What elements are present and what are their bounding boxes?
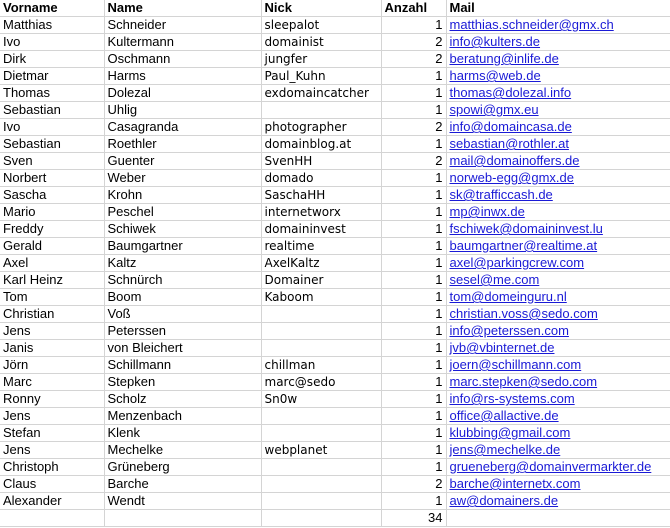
cell-name[interactable]: Wendt (104, 493, 261, 510)
cell-vorname[interactable]: Jens (0, 442, 104, 459)
cell-name[interactable]: Mechelke (104, 442, 261, 459)
cell-anzahl[interactable]: 1 (381, 136, 446, 153)
cell-mail-link[interactable]: harms@web.de (446, 68, 670, 85)
table-row (0, 323, 670, 340)
table-row (0, 408, 670, 425)
table-row (0, 204, 670, 221)
header-name[interactable]: Name (104, 0, 261, 17)
cell-nick[interactable] (261, 493, 381, 510)
cell-vorname[interactable]: Janis (0, 340, 104, 357)
cell-name[interactable]: Stepken (104, 374, 261, 391)
cell-anzahl[interactable]: 1 (381, 68, 446, 85)
cell-nick[interactable]: domainist (261, 34, 381, 51)
cell-anzahl[interactable]: 1 (381, 323, 446, 340)
cell-name[interactable]: Schneider (104, 17, 261, 34)
cell-name[interactable]: Barche (104, 476, 261, 493)
cell-name[interactable]: Schillmann (104, 357, 261, 374)
cell-nick[interactable]: AxelKaltz (261, 255, 381, 272)
cell-name[interactable]: Grüneberg (104, 459, 261, 476)
cell-anzahl[interactable]: 1 (381, 340, 446, 357)
table-row (0, 306, 670, 323)
cell-mail-link[interactable]: joern@schillmann.com (446, 357, 670, 374)
cell-anzahl[interactable]: 1 (381, 493, 446, 510)
cell-vorname[interactable]: Stefan (0, 425, 104, 442)
cell-nick[interactable] (261, 408, 381, 425)
cell-name[interactable]: Peschel (104, 204, 261, 221)
cell-vorname[interactable]: Alexander (0, 493, 104, 510)
cell-nick[interactable]: domado (261, 170, 381, 187)
table-row (0, 459, 670, 476)
cell-nick[interactable]: internetworx (261, 204, 381, 221)
table-row (0, 255, 670, 272)
cell-vorname[interactable]: Christian (0, 306, 104, 323)
cell-nick[interactable] (261, 476, 381, 493)
cell-anzahl[interactable]: 1 (381, 221, 446, 238)
total-cell-empty[interactable] (0, 510, 104, 527)
cell-mail-link[interactable]: grueneberg@domainvermarkter.de (446, 459, 670, 476)
cell-anzahl[interactable]: 1 (381, 170, 446, 187)
cell-name[interactable]: Boom (104, 289, 261, 306)
cell-anzahl[interactable]: 1 (381, 442, 446, 459)
cell-name[interactable]: Weber (104, 170, 261, 187)
cell-nick[interactable]: photographer (261, 119, 381, 136)
table-row (0, 272, 670, 289)
table-row (0, 289, 670, 306)
table-row (0, 374, 670, 391)
cell-anzahl[interactable]: 2 (381, 476, 446, 493)
cell-anzahl[interactable]: 1 (381, 187, 446, 204)
cell-mail-link[interactable]: thomas@dolezal.info (446, 85, 670, 102)
cell-nick[interactable] (261, 459, 381, 476)
table-row (0, 51, 670, 68)
cell-mail-link[interactable]: info@peterssen.com (446, 323, 670, 340)
cell-nick[interactable]: SaschaHH (261, 187, 381, 204)
cell-vorname[interactable]: Sebastian (0, 136, 104, 153)
cell-anzahl[interactable]: 2 (381, 34, 446, 51)
cell-mail-link[interactable]: barche@internetx.com (446, 476, 670, 493)
cell-vorname[interactable]: Sebastian (0, 102, 104, 119)
cell-vorname[interactable]: Axel (0, 255, 104, 272)
table-row (0, 493, 670, 510)
cell-vorname[interactable]: Sven (0, 153, 104, 170)
cell-nick[interactable]: domainblog.at (261, 136, 381, 153)
cell-name[interactable]: Kaltz (104, 255, 261, 272)
cell-name[interactable]: Peterssen (104, 323, 261, 340)
table-row (0, 340, 670, 357)
table-row (0, 238, 670, 255)
total-cell-empty[interactable] (104, 510, 261, 527)
cell-nick[interactable] (261, 306, 381, 323)
cell-name[interactable]: Scholz (104, 391, 261, 408)
cell-name[interactable]: Menzenbach (104, 408, 261, 425)
cell-nick[interactable]: Domainer (261, 272, 381, 289)
cell-anzahl[interactable]: 1 (381, 408, 446, 425)
table-row (0, 391, 670, 408)
cell-mail-link[interactable]: matthias.schneider@gmx.ch (446, 17, 670, 34)
table-row (0, 136, 670, 153)
table-row (0, 357, 670, 374)
cell-mail-link[interactable]: spowi@gmx.eu (446, 102, 670, 119)
table-row (0, 85, 670, 102)
cell-name[interactable]: Harms (104, 68, 261, 85)
cell-vorname[interactable]: Dirk (0, 51, 104, 68)
cell-nick[interactable] (261, 425, 381, 442)
cell-mail-link[interactable]: sk@trafficcash.de (446, 187, 670, 204)
cell-mail-link[interactable]: sesel@me.com (446, 272, 670, 289)
cell-anzahl[interactable]: 1 (381, 357, 446, 374)
cell-mail-link[interactable]: fschiwek@domaininvest.lu (446, 221, 670, 238)
table-row (0, 170, 670, 187)
cell-vorname[interactable]: Ivo (0, 34, 104, 51)
cell-nick[interactable]: jungfer (261, 51, 381, 68)
total-row (0, 510, 670, 527)
header-row (0, 0, 670, 17)
cell-name[interactable]: von Bleichert (104, 340, 261, 357)
cell-vorname[interactable]: Sascha (0, 187, 104, 204)
cell-nick[interactable] (261, 102, 381, 119)
cell-name[interactable]: Schiwek (104, 221, 261, 238)
cell-mail-link[interactable]: christian.voss@sedo.com (446, 306, 670, 323)
cell-nick[interactable]: Kaboom (261, 289, 381, 306)
cell-vorname[interactable]: Ivo (0, 119, 104, 136)
cell-name[interactable]: Oschmann (104, 51, 261, 68)
table-row (0, 34, 670, 51)
cell-vorname[interactable]: Jörn (0, 357, 104, 374)
header-anzahl[interactable]: Anzahl (381, 0, 446, 17)
table-row (0, 119, 670, 136)
cell-vorname[interactable]: Norbert (0, 170, 104, 187)
cell-mail-link[interactable]: tom@domeinguru.nl (446, 289, 670, 306)
cell-name[interactable]: Roethler (104, 136, 261, 153)
cell-name[interactable]: Kultermann (104, 34, 261, 51)
cell-anzahl[interactable]: 1 (381, 272, 446, 289)
cell-mail-link[interactable]: info@kulters.de (446, 34, 670, 51)
cell-anzahl[interactable]: 1 (381, 289, 446, 306)
cell-vorname[interactable]: Claus (0, 476, 104, 493)
table-row (0, 221, 670, 238)
cell-anzahl[interactable]: 1 (381, 459, 446, 476)
cell-mail-link[interactable]: office@allactive.de (446, 408, 670, 425)
cell-name[interactable]: Klenk (104, 425, 261, 442)
table-row (0, 68, 670, 85)
cell-mail-link[interactable]: mp@inwx.de (446, 204, 670, 221)
cell-mail-link[interactable]: aw@domainers.de (446, 493, 670, 510)
cell-mail-link[interactable]: axel@parkingcrew.com (446, 255, 670, 272)
total-count[interactable]: 34 (381, 510, 446, 527)
cell-vorname[interactable]: Christoph (0, 459, 104, 476)
cell-anzahl[interactable]: 1 (381, 102, 446, 119)
cell-nick[interactable]: sleepalot (261, 17, 381, 34)
cell-vorname[interactable]: Dietmar (0, 68, 104, 85)
cell-vorname[interactable]: Freddy (0, 221, 104, 238)
cell-nick[interactable]: marc@sedo (261, 374, 381, 391)
cell-anzahl[interactable]: 2 (381, 119, 446, 136)
header-nick[interactable]: Nick (261, 0, 381, 17)
cell-name[interactable]: Voß (104, 306, 261, 323)
cell-name[interactable]: Baumgartner (104, 238, 261, 255)
cell-vorname[interactable]: Marc (0, 374, 104, 391)
cell-name[interactable]: Schnürch (104, 272, 261, 289)
cell-anzahl[interactable]: 1 (381, 391, 446, 408)
cell-name[interactable]: Casagranda (104, 119, 261, 136)
cell-vorname[interactable]: Jens (0, 408, 104, 425)
cell-nick[interactable]: Paul_Kuhn (261, 68, 381, 85)
cell-name[interactable]: Guenter (104, 153, 261, 170)
cell-mail-link[interactable]: mail@domainoffers.de (446, 153, 670, 170)
table-row (0, 425, 670, 442)
total-cell-empty[interactable] (446, 510, 670, 527)
cell-mail-link[interactable]: klubbing@gmail.com (446, 425, 670, 442)
cell-anzahl[interactable]: 1 (381, 85, 446, 102)
cell-nick[interactable] (261, 340, 381, 357)
cell-mail-link[interactable]: jens@mechelke.de (446, 442, 670, 459)
cell-mail-link[interactable]: info@rs-systems.com (446, 391, 670, 408)
table-row (0, 102, 670, 119)
cell-nick[interactable]: exdomaincatcher (261, 85, 381, 102)
cell-vorname[interactable]: Jens (0, 323, 104, 340)
cell-mail-link[interactable]: info@domaincasa.de (446, 119, 670, 136)
cell-vorname[interactable]: Karl Heinz (0, 272, 104, 289)
table-row (0, 153, 670, 170)
cell-mail-link[interactable]: baumgartner@realtime.at (446, 238, 670, 255)
cell-vorname[interactable]: Tom (0, 289, 104, 306)
table-row (0, 17, 670, 34)
cell-name[interactable]: Uhlig (104, 102, 261, 119)
cell-nick[interactable]: realtime (261, 238, 381, 255)
cell-anzahl[interactable]: 1 (381, 255, 446, 272)
cell-nick[interactable]: webplanet (261, 442, 381, 459)
cell-anzahl[interactable]: 2 (381, 153, 446, 170)
cell-anzahl[interactable]: 2 (381, 51, 446, 68)
cell-anzahl[interactable]: 1 (381, 425, 446, 442)
cell-mail-link[interactable]: sebastian@rothler.at (446, 136, 670, 153)
cell-vorname[interactable]: Gerald (0, 238, 104, 255)
cell-nick[interactable]: SvenHH (261, 153, 381, 170)
cell-vorname[interactable]: Thomas (0, 85, 104, 102)
cell-anzahl[interactable]: 1 (381, 306, 446, 323)
cell-anzahl[interactable]: 1 (381, 374, 446, 391)
cell-nick[interactable]: Sn0w (261, 391, 381, 408)
cell-anzahl[interactable]: 1 (381, 17, 446, 34)
cell-mail-link[interactable]: norweb-egg@gmx.de (446, 170, 670, 187)
cell-vorname[interactable]: Matthias (0, 17, 104, 34)
total-cell-empty[interactable] (261, 510, 381, 527)
table-row (0, 442, 670, 459)
cell-name[interactable]: Dolezal (104, 85, 261, 102)
cell-nick[interactable] (261, 323, 381, 340)
cell-nick[interactable]: domaininvest (261, 221, 381, 238)
header-vorname[interactable]: Vorname (0, 0, 104, 17)
cell-nick[interactable]: chillman (261, 357, 381, 374)
header-mail[interactable]: Mail (446, 0, 670, 17)
table-row (0, 187, 670, 204)
cell-mail-link[interactable]: beratung@inlife.de (446, 51, 670, 68)
cell-anzahl[interactable]: 1 (381, 238, 446, 255)
cell-anzahl[interactable]: 1 (381, 204, 446, 221)
cell-mail-link[interactable]: jvb@vbinternet.de (446, 340, 670, 357)
cell-vorname[interactable]: Mario (0, 204, 104, 221)
table-row (0, 476, 670, 493)
cell-vorname[interactable]: Ronny (0, 391, 104, 408)
cell-name[interactable]: Krohn (104, 187, 261, 204)
cell-mail-link[interactable]: marc.stepken@sedo.com (446, 374, 670, 391)
